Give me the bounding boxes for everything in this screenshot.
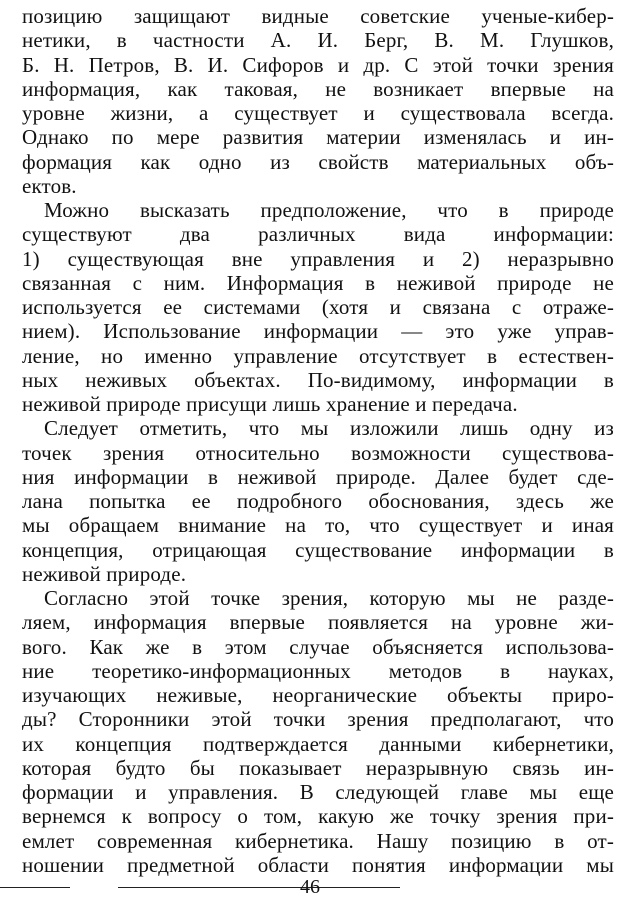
text-line: Б. Н. Петров, В. И. Сифоров и др. С этой точки зрения: [22, 52, 614, 77]
text-line: информация, как таковая, не возникает впервые на: [22, 76, 614, 101]
text-line: ния информации в неживой природе. Далее будет сде-: [22, 464, 614, 489]
text-line: нием). Использование информации — это уже управ-: [22, 319, 614, 344]
text-line: мы обращаем внимание на то, что существует и иная: [22, 513, 614, 538]
page-number: 46: [300, 876, 320, 898]
text-line: их концепция подтверждается данными кибернетики,: [22, 731, 614, 756]
paragraph: [22, 416, 614, 586]
text-line: ление, но именно управление отсутствует в естествен-: [22, 343, 614, 368]
paragraph: [22, 4, 614, 198]
text-line: изучающих неживые, неорганические объекты приро-: [22, 683, 614, 707]
text-line: ние теоретико-информационных методов в науках,: [22, 658, 614, 683]
text-line: ды? Сторонники этой точки зрения предполагают, что: [22, 707, 614, 732]
text-line: Можно высказать предположение, что в природе: [44, 198, 614, 222]
text-line: емлет современная кибернетика. Нашу позицию в от-: [22, 828, 614, 853]
text-line: используется ее системами (хотя и связана с отраже-: [22, 295, 614, 319]
text-line: которая будто бы показывает неразрывную связь ин-: [22, 755, 614, 780]
text-line: Согласно этой точке зрения, которую мы не разде-: [44, 586, 614, 610]
text-line: связанная с ним. Информация в неживой природе не: [22, 270, 614, 295]
text-line: вернемся к вопросу о том, какую же точку зрения при-: [22, 804, 614, 829]
text-line: нетики, в частности А. И. Берг, В. М. Глушков,: [22, 28, 614, 53]
paragraph: [22, 198, 614, 416]
text-line: ных неживых объектах. По-видимому, информации в: [22, 367, 614, 392]
text-line: существуют два различных вида информации:: [22, 222, 614, 247]
text-line: позицию защищают видные советские ученые-кибер-: [22, 4, 614, 28]
text-line: концепция, отрицающая существование информации в: [22, 537, 614, 562]
text-line: неживой природе присущи лишь хранение и передача.: [22, 392, 518, 416]
text-line: уровне жизни, а существует и существовала всегда.: [22, 101, 614, 125]
text-line: ляем, информация впервые появляется на уровне жи-: [22, 610, 614, 635]
text-line: лана попытка ее подробного обоснования, здесь же: [22, 489, 614, 513]
text-line: точек зрения относительно возможности существова-: [22, 440, 614, 465]
text-line: ектов.: [22, 173, 77, 198]
body-text: [22, 4, 614, 877]
text-line: вого. Как же в этом случае объясняется использова-: [22, 634, 614, 659]
text-line: формации и управления. В следующей главе мы еще: [22, 780, 614, 804]
text-line: Следует отметить, что мы изложили лишь одну из: [44, 416, 614, 441]
text-line: ношении предметной области понятия информации мы: [22, 852, 614, 877]
paragraph: [22, 586, 614, 877]
text-line: 1) существующая вне управления и 2) неразрывно: [22, 246, 614, 271]
text-line: формация как одно из свойств материальных объ-: [22, 149, 614, 174]
text-line: Однако по мере развития материи изменялась и ин-: [22, 125, 614, 150]
text-line: неживой природе.: [22, 561, 187, 586]
